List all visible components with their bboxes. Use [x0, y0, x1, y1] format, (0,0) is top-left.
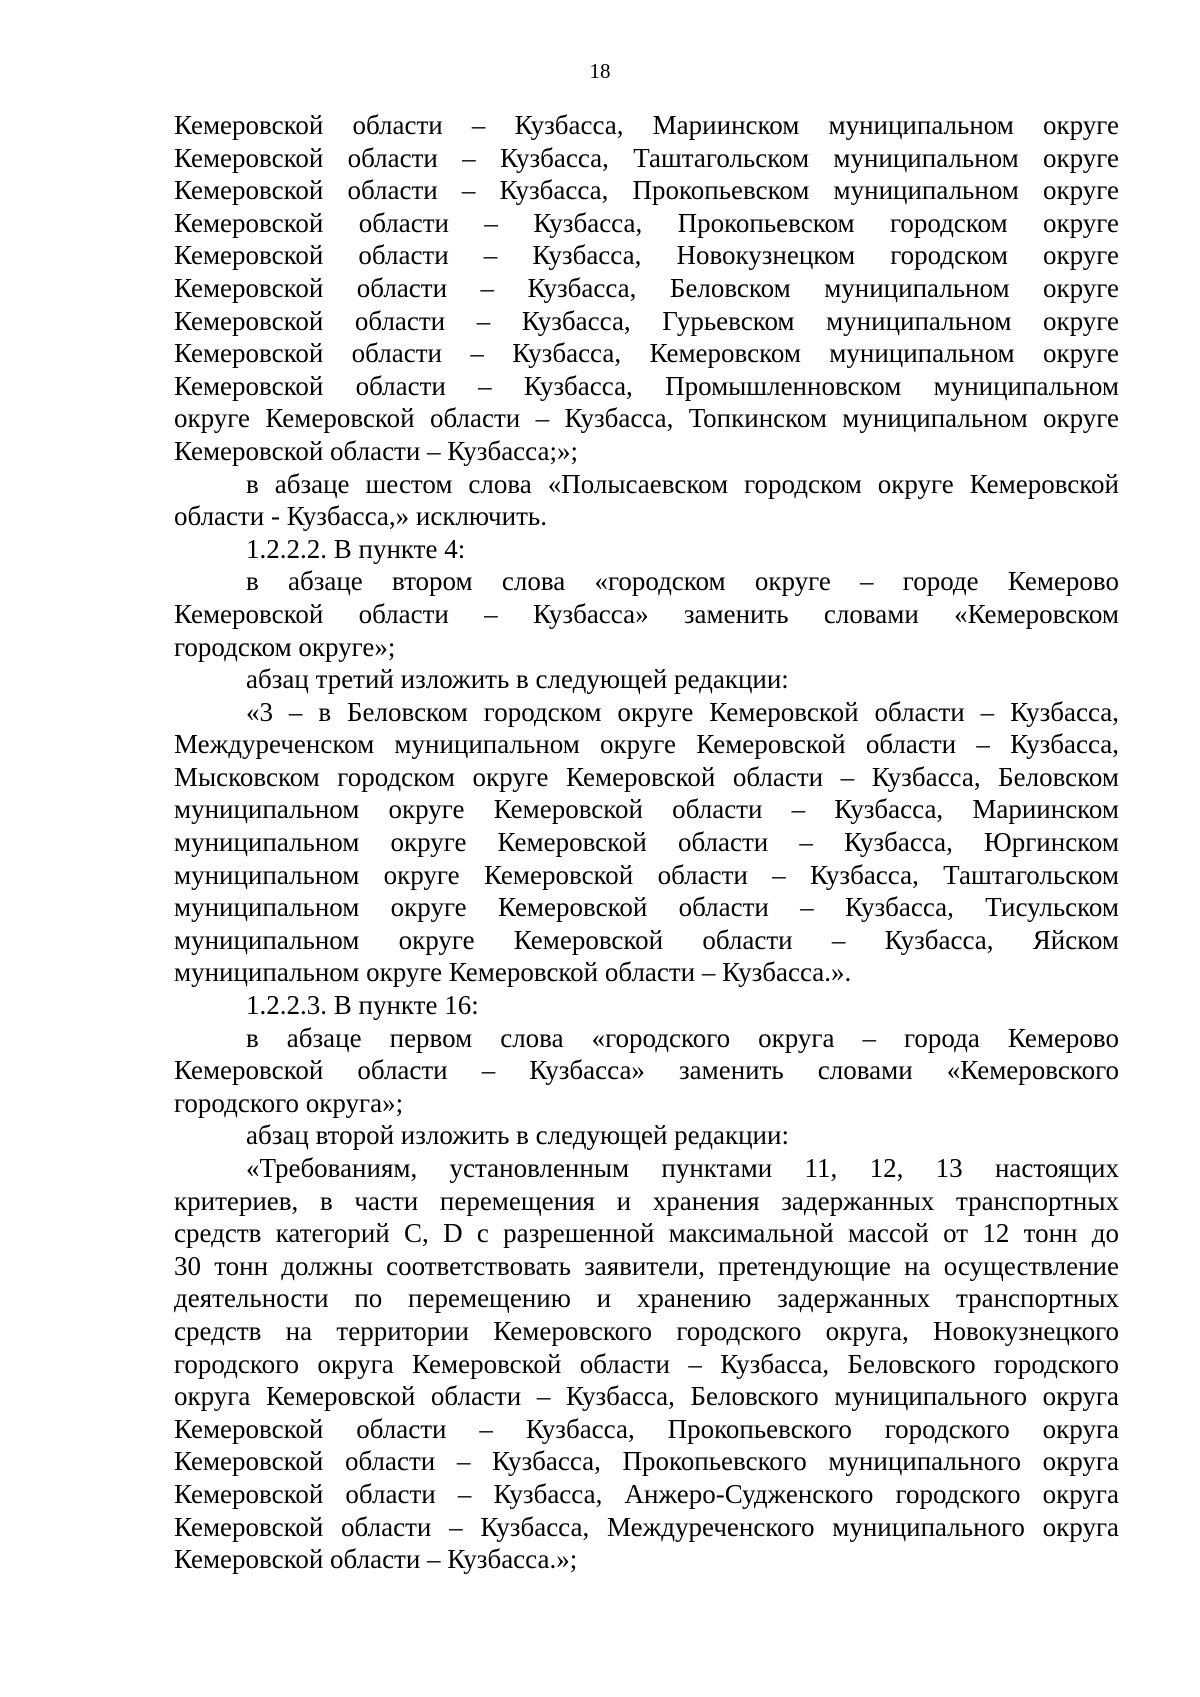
text-line: 1.2.2.2. В пункте 4: [246, 533, 466, 564]
text-line: городского округа»; [174, 1087, 404, 1118]
page-number: 18 [589, 59, 611, 83]
text-line: Кемеровской области – Кузбасса, Таштагольском муниципальном округе [174, 142, 1119, 173]
text-line: Кемеровской области – Кузбасса, Прокопьевском городском округе [174, 207, 1119, 238]
text-line: 30 тонн должны соответствовать заявители, претендующие на осуществление [174, 1250, 1119, 1281]
text-line: критериев, в части перемещения и хранения задержанных транспортных [174, 1185, 1119, 1216]
text-line: в абзаце первом слова «городского округа – города Кемерово [246, 1022, 1119, 1053]
text-line: Кемеровской области – Кузбасса, Новокузнецком городском округе [174, 240, 1119, 271]
text-line: Кемеровской области – Кузбасса, Мариинском муниципальном округе [174, 110, 1119, 140]
text-line: средств категорий C, D с разрешенной максимальной массой от 12 тонн до [174, 1218, 1119, 1249]
text-line: Кемеровской области – Кузбасса» заменить словами «Кемеровского [174, 1055, 1119, 1086]
text-line: округе Кемеровской области – Кузбасса, Топкинском муниципальном округе [174, 403, 1119, 434]
text-line: Кемеровской области – Кузбасса, Прокопьевского городского округа [174, 1413, 1119, 1444]
text-line: Кемеровской области – Кузбасса, Гурьевском муниципальном округе [174, 305, 1119, 336]
text-line: Кемеровской области – Кузбасса, Анжеро-Судженского городского округа [174, 1478, 1119, 1509]
text-line: «Требованиям, установленным пунктами 11, 12, 13 настоящих [246, 1153, 1119, 1183]
text-line: «3 – в Беловском городском округе Кемеровской области – Кузбасса, [246, 696, 1119, 727]
text-line: городского округа Кемеровской области – Кузбасса, Беловского городского [174, 1348, 1119, 1379]
text-line: абзац третий изложить в следующей редакции: [246, 664, 789, 695]
text-line: Кемеровской области – Кузбасса, Междуреченского муниципального округа [174, 1511, 1119, 1542]
text-line: деятельности по перемещению и хранению задержанных транспортных [174, 1283, 1119, 1314]
text-line: муниципальном округе Кемеровской области – Кузбасса, Юргинском [174, 827, 1119, 858]
text-line: Кемеровской области – Кузбасса, Кемеровском муниципальном округе [174, 338, 1119, 369]
text-line: городском округе»; [174, 631, 396, 662]
text-line: Кемеровской области – Кузбасса, Прокопьевском муниципальном округе [174, 175, 1119, 206]
text-line: области - Кузбасса,» исключить. [174, 501, 547, 532]
text-line: Кемеровской области – Кузбасса;»; [174, 435, 578, 466]
text-line: муниципальном округе Кемеровской области – Кузбасса, Таштагольском [174, 859, 1119, 890]
text-line: муниципальном округе Кемеровской области – Кузбасса.». [174, 957, 852, 988]
text-line: в абзаце втором слова «городском округе – городе Кемерово [246, 566, 1119, 597]
text-line: Кемеровской области – Кузбасса.»; [174, 1544, 578, 1575]
text-line: Кемеровской области – Кузбасса, Прокопьевского муниципального округа [174, 1446, 1119, 1477]
text-line: 1.2.2.3. В пункте 16: [246, 990, 479, 1021]
text-line: Мысковском городском округе Кемеровской области – Кузбасса, Беловском [174, 761, 1119, 792]
text-line: округа Кемеровской области – Кузбасса, Беловского муниципального округа [174, 1381, 1119, 1412]
text-line: в абзаце шестом слова «Полысаевском городском округе Кемеровской [246, 468, 1119, 499]
text-line: муниципальном округе Кемеровской области – Кузбасса, Яйском [174, 924, 1119, 955]
text-line: муниципальном округе Кемеровской области – Кузбасса, Тисульском [174, 892, 1119, 923]
text-line: Кемеровской области – Кузбасса» заменить словами «Кемеровском [174, 598, 1119, 629]
text-line: Междуреченском муниципальном округе Кемеровской области – Кузбасса, [174, 729, 1119, 760]
text-line: муниципальном округе Кемеровской области – Кузбасса, Мариинском [174, 794, 1119, 825]
text-line: средств на территории Кемеровского городского округа, Новокузнецкого [174, 1315, 1119, 1346]
text-line: абзац второй изложить в следующей редакции: [246, 1120, 789, 1151]
document-body [174, 109, 1119, 1576]
text-line: Кемеровской области – Кузбасса, Беловском муниципальном округе [174, 272, 1119, 303]
text-line: Кемеровской области – Кузбасса, Промышленновском муниципальном [174, 370, 1119, 401]
